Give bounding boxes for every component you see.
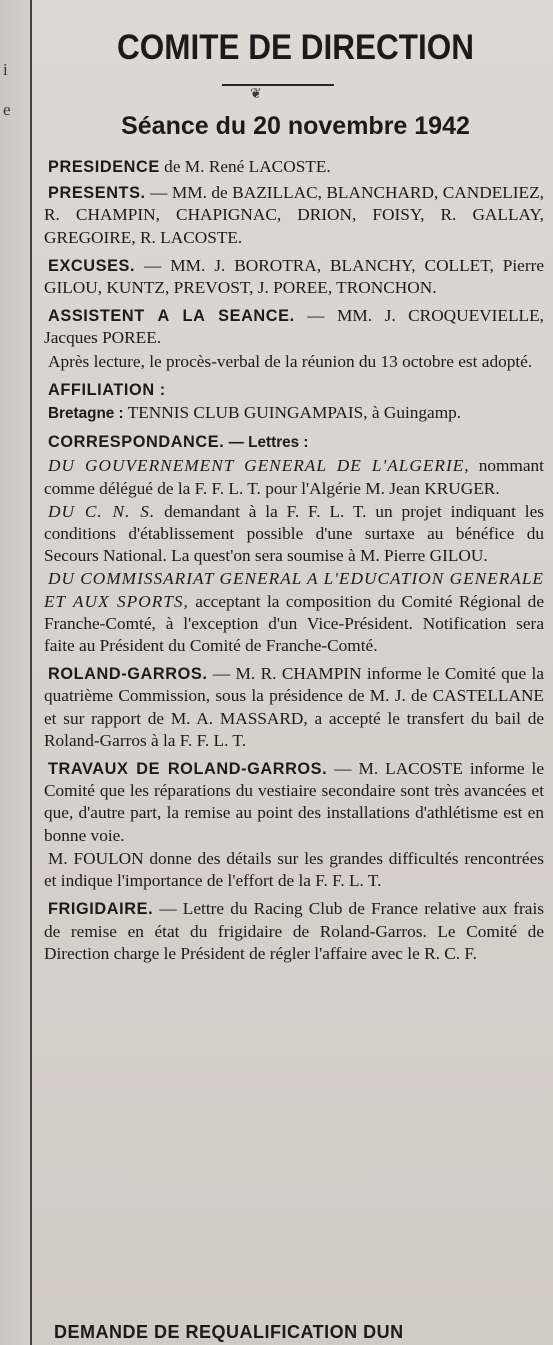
region-label: Bretagne :: [48, 405, 124, 423]
letter-source: DU GOUVERNEMENT GENERAL DE L'ALGERIE,: [48, 456, 470, 476]
roland-garros-paragraph: [44, 663, 544, 752]
column-rule: [30, 0, 32, 1345]
paragraph-text: — MM. J. CROQUEVIELLE, Jacques POREE.: [44, 306, 544, 348]
letter-paragraph: [44, 501, 544, 568]
adjacent-column-edge: [0, 0, 30, 1345]
paragraph-text: — M. R. CHAMPIN informe le Comité que la quatrième Commission, sous la présidence de M. J. de CASTELLANE et sur rapport de M. A. MASSARD, a accepté le transfert du bail de Roland-Garros à la F. F. L. T.: [44, 664, 544, 750]
presents-paragraph: [44, 182, 544, 249]
section-label: FRIGIDAIRE.: [48, 900, 154, 919]
correspondance-heading: [44, 431, 544, 454]
excuses-paragraph: [44, 255, 544, 299]
section-sublabel: — Lettres :: [224, 434, 309, 452]
assistent-paragraph: [44, 305, 544, 349]
section-label: PRESENTS.: [48, 184, 146, 203]
section-label: ASSISTENT A LA SEANCE.: [48, 307, 295, 326]
minutes-adoption-paragraph: Après lecture, le procès-verbal de la réunion du 13 octobre est adopté.: [48, 351, 533, 371]
paragraph-text: nommant comme délégué de la F. F. L. T. pour l'Algérie M. Jean KRUGER.: [44, 456, 544, 498]
margin-letter: e: [3, 100, 11, 119]
section-label: AFFILIATION :: [48, 380, 166, 399]
affiliation-paragraph: [44, 402, 544, 425]
paragraph-text: acceptant la composition du Comité Régional de Franche-Comté, à l'exception d'un Vice-Président. Notification sera faite au Président du Comité de Franche-Comté.: [44, 591, 544, 656]
travaux-paragraph: [44, 758, 544, 847]
affiliation-heading: [44, 379, 544, 401]
letter-source: DU C. N. S.: [48, 501, 156, 521]
session-date-heading: Séance du 20 novembre 1942: [121, 112, 470, 140]
section-label: EXCUSES.: [48, 256, 136, 275]
section-label: CORRESPONDANCE.: [48, 433, 225, 452]
cut-off-heading: DEMANDE DE REQUALIFICATION DUN: [54, 1322, 404, 1342]
letter-source: DU COMMISSARIAT GENERAL A L'EDUCATION GENERALE ET AUX SPORTS,: [44, 569, 544, 611]
margin-letter: i: [3, 60, 8, 79]
presidence-paragraph: [44, 156, 544, 178]
ornament-icon: ❦: [250, 87, 262, 102]
letter-paragraph: [44, 455, 544, 499]
paragraph-text: demandant à la F. F. L. T. un projet indiquant les conditions d'établissement possible d'une surtaxe au bénéfice du Secours National. La quest'on sera soumise à M. Pierre GILOU.: [44, 501, 545, 566]
paragraph-text: TENNIS CLUB GUINGAMPAIS, à Guingamp.: [123, 403, 462, 423]
title-underline: [222, 84, 334, 86]
frigidaire-paragraph: [44, 898, 544, 965]
article-body: [44, 156, 544, 971]
article-title: COMITE DE DIRECTION: [116, 28, 475, 67]
paragraph-text: — Lettre du Racing Club de France relative aux frais de remise en état du frigidaire de Roland-Garros. Le Comité de Direction charge le Président de régler l'affaire avec le R. C. F.: [44, 899, 544, 963]
foulon-paragraph: M. FOULON donne des détails sur les grandes difficultés rencontrées et indique l'importance de l'effort de la F. F. L. T.: [44, 848, 544, 891]
paragraph-text: — MM. de BAZILLAC, BLANCHARD, CANDELIEZ, R. CHAMPIN, CHAPIGNAC, DRION, FOISY, R. GALLAY, GREGOIRE, R. LACOSTE.: [44, 183, 544, 247]
section-label: TRAVAUX DE ROLAND-GARROS.: [48, 760, 328, 779]
section-label: ROLAND-GARROS.: [48, 665, 208, 684]
section-label: PRESIDENCE: [48, 158, 160, 176]
paragraph-text: — MM. J. BOROTRA, BLANCHY, COLLET, Pierre GILOU, KUNTZ, PREVOST, J. POREE, TRONCHON.: [44, 255, 544, 298]
paragraph-text: — M. LACOSTE informe le Comité que les réparations du vestiaire secondaire sont très avancées et que, d'autre part, la remise au point des installations d'athlétisme est en bonne voie.: [44, 759, 544, 845]
paragraph-text: de M. René LACOSTE.: [159, 157, 331, 176]
letter-paragraph: [44, 568, 544, 657]
